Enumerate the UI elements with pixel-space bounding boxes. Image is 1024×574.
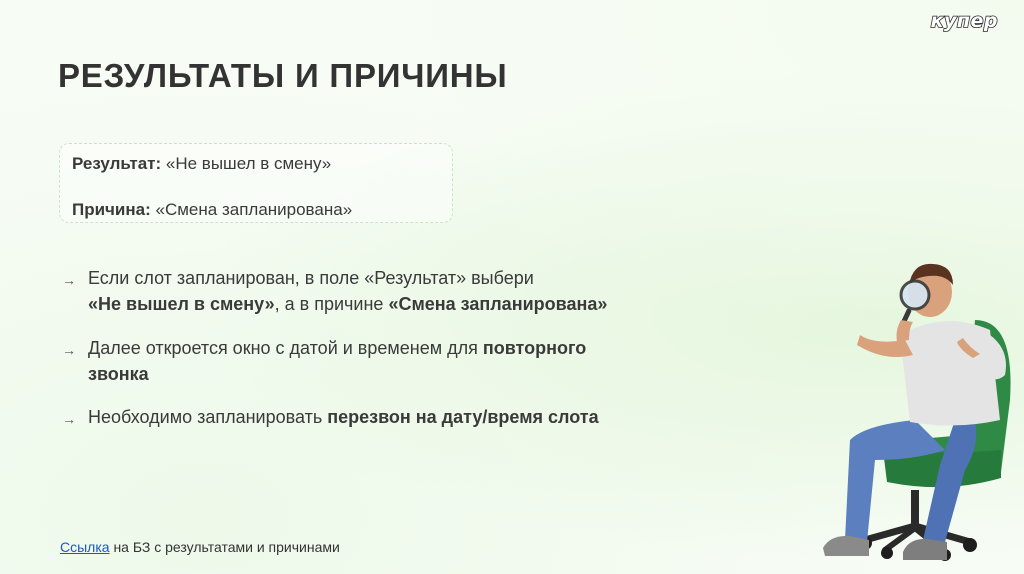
result-row bbox=[72, 154, 331, 174]
bullet-3-line-1 bbox=[88, 404, 599, 430]
bullet-1-mid: , а в причине bbox=[274, 294, 389, 314]
result-reason-card bbox=[59, 143, 453, 223]
list-item bbox=[62, 335, 586, 387]
reason-row bbox=[72, 200, 352, 220]
bullet-1-line-2 bbox=[88, 291, 607, 317]
footer-note bbox=[60, 539, 340, 555]
footer-text: на БЗ с результатами и причинами bbox=[109, 539, 340, 555]
arrow-right-icon: → bbox=[62, 342, 76, 358]
reason-label: Причина: bbox=[72, 200, 151, 219]
bullet-3-text: Необходимо запланировать bbox=[88, 407, 328, 427]
page-title: РЕЗУЛЬТАТЫ И ПРИЧИНЫ bbox=[58, 57, 508, 94]
bullet-2-bold-2: звонка bbox=[88, 364, 149, 384]
arrow-right-icon: → bbox=[62, 272, 76, 288]
bullet-2-line-2 bbox=[88, 361, 586, 387]
list-item bbox=[62, 265, 607, 317]
result-label: Результат: bbox=[72, 154, 162, 173]
bullet-1-bold-2: «Смена запланирована» bbox=[388, 294, 608, 314]
bullet-2-line-1 bbox=[88, 335, 586, 361]
bullet-1-bold-1: «Не вышел в смену» bbox=[88, 294, 275, 314]
arrow-right-icon: → bbox=[62, 411, 76, 427]
reason-value: «Смена запланирована» bbox=[155, 200, 353, 219]
bullet-3-bold: перезвон на дату/время слота bbox=[327, 407, 599, 427]
kuper-logo: купер bbox=[930, 10, 998, 32]
bullet-1-line-1: Если слот запланирован, в поле «Результат» выбери bbox=[88, 268, 534, 288]
result-value: «Не вышел в смену» bbox=[165, 154, 332, 173]
bullet-2-bold-1: повторного bbox=[482, 338, 587, 358]
knowledge-base-link[interactable]: Ссылка bbox=[60, 539, 110, 555]
list-item bbox=[62, 404, 599, 430]
man-with-magnifier-illustration bbox=[805, 250, 1024, 574]
bullet-2-text: Далее откроется окно с датой и временем для bbox=[88, 338, 483, 358]
